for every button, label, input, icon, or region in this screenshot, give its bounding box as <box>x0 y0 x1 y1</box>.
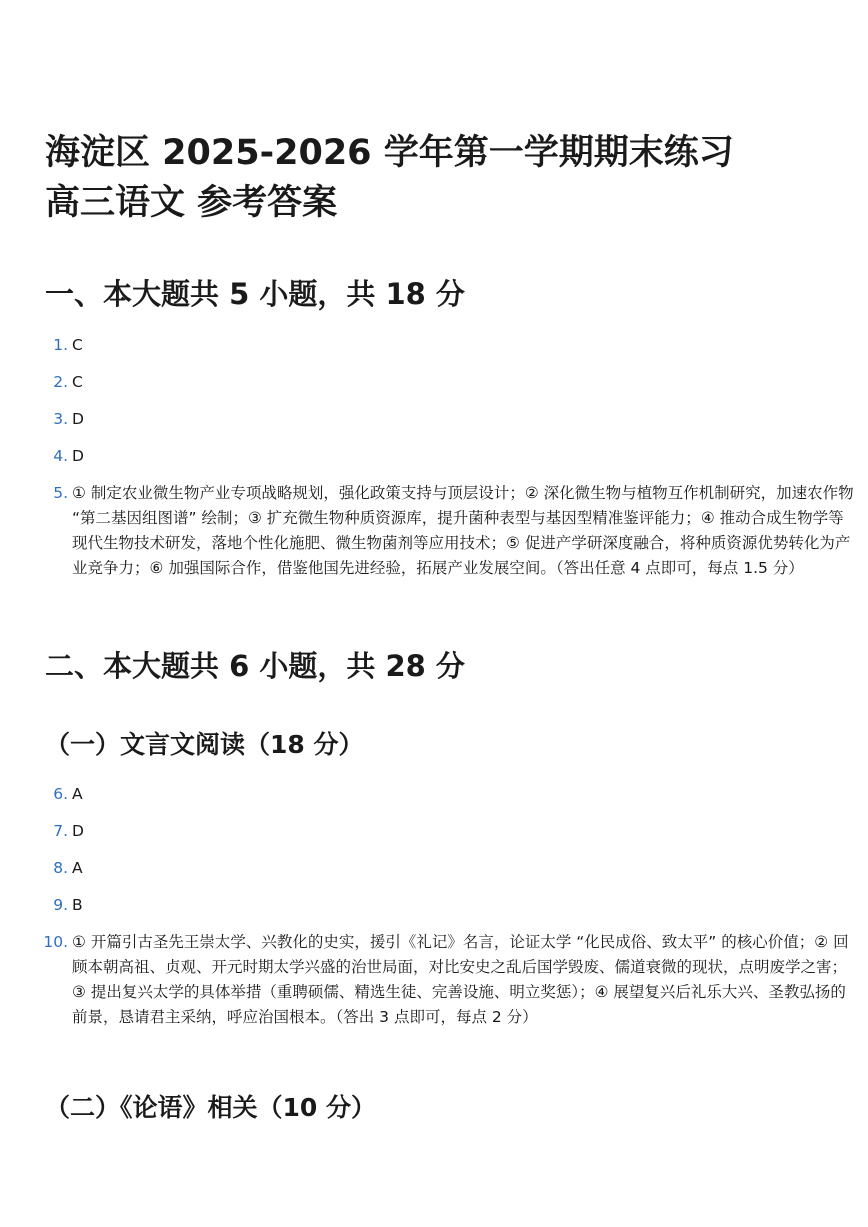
item-number: 1. <box>53 336 68 354</box>
item-answer: D <box>72 447 84 465</box>
item-number: 2. <box>53 373 68 391</box>
list-item <box>36 370 858 395</box>
list-item <box>36 481 858 581</box>
item-answer: A <box>72 859 83 877</box>
list-item <box>36 444 858 469</box>
item-number: 3. <box>53 410 68 428</box>
item-number: 6. <box>53 785 68 803</box>
item-answer: D <box>72 822 84 840</box>
title-line-1: 海淀区 2025-2026 学年第一学期期末练习 <box>45 133 734 173</box>
item-answer: C <box>72 336 83 354</box>
item-answer: B <box>72 896 83 914</box>
subsection-1-heading: （一）文言文阅读（18 分） <box>45 730 364 759</box>
item-number: 4. <box>53 447 68 465</box>
list-item <box>36 856 858 881</box>
list-item <box>36 930 858 1030</box>
item-number: 9. <box>53 896 68 914</box>
list-item <box>36 782 858 807</box>
title-line-2: 高三语文 参考答案 <box>45 183 338 223</box>
item-answer: ① 制定农业微生物产业专项战略规划，强化政策支持与顶层设计；② 深化微生物与植物互作机制研究，加速农作物 “第二基因组图谱” 绘制；③ 扩充微生物种质资源库，提升菌种表型与基因型精准鉴评能力；④ 推动合成生物学等现代生物技术研发，落地个性化施肥、微生物菌剂等应用技术；⑤ 促进产学研深度融合，将种质资源优势转化为产业竞争力；⑥ 加强国际合作，借鉴他国先进经验，拓展产业发展空间。（答出任意 4 点即可，每点 1.5 分） <box>72 484 854 577</box>
subsection-2-heading: （二）《论语》相关（10 分） <box>45 1093 376 1122</box>
section-1-heading: 一、本大题共 5 小题，共 18 分 <box>45 277 465 311</box>
item-number: 8. <box>53 859 68 877</box>
list-item <box>36 333 858 358</box>
item-answer: ① 开篇引古圣先王崇太学、兴教化的史实，援引《礼记》名言，论证太学 “化民成俗、致太平” 的核心价值；② 回顾本朝高祖、贞观、开元时期太学兴盛的治世局面，对比安史之乱后国学毁废、儒道衰微的现状，点明废学之害；③ 提出复兴太学的具体举措（重聘硕儒、精选生徒、完善设施、明立奖惩）；④ 展望复兴后礼乐大兴、圣教弘扬的前景，恳请君主采纳，呼应治国根本。（答出 3 点即可，每点 2 分） <box>72 933 849 1026</box>
list-item <box>36 819 858 844</box>
item-answer: C <box>72 373 83 391</box>
item-number: 10. <box>43 933 68 951</box>
item-answer: D <box>72 410 84 428</box>
item-answer: A <box>72 785 83 803</box>
list-item <box>36 893 858 918</box>
list-item <box>36 407 858 432</box>
document-title <box>45 128 734 228</box>
section-2-heading: 二、本大题共 6 小题，共 28 分 <box>45 649 465 683</box>
item-number: 7. <box>53 822 68 840</box>
item-number: 5. <box>53 484 68 502</box>
